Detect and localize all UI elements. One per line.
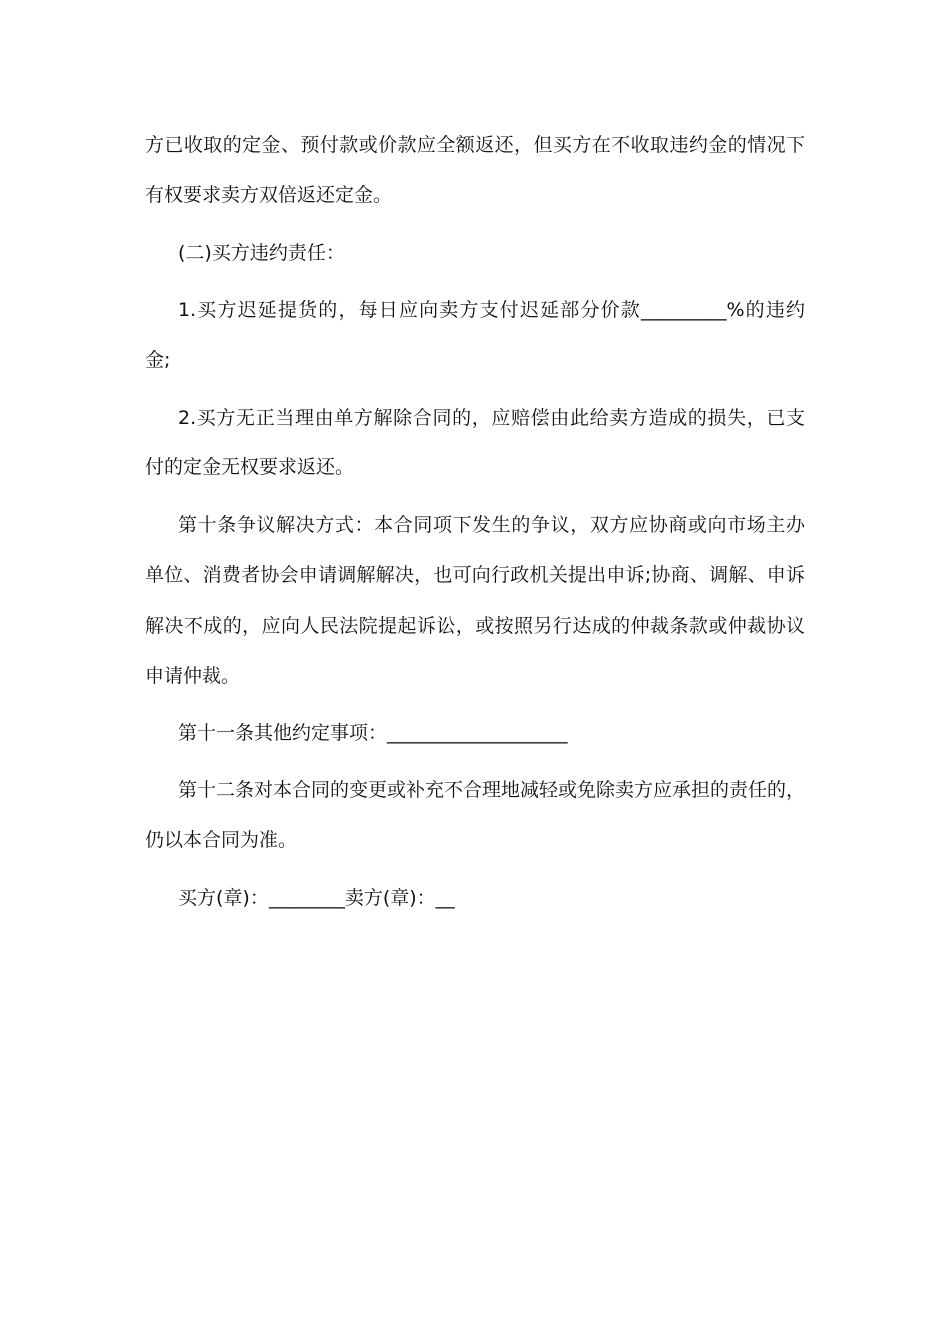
paragraph-line: 第十条争议解决方式：本合同项下发生的争议，双方应协商或向市场主办	[178, 514, 805, 536]
section-heading: (二)买方违约责任：	[178, 242, 345, 264]
signature-line: 买方(章)：________卖方(章)：__	[178, 887, 455, 909]
paragraph-line: 第十二条对本合同的变更或补充不合理地减轻或免除卖方应承担的责任的，	[178, 779, 806, 801]
paragraph-line: 单位、消费者协会申请调解解决，也可向行政机关提出申诉;协商、调解、申诉	[145, 564, 805, 586]
paragraph-line: 仍以本合同为准。	[145, 829, 298, 851]
paragraph-line: 2.买方无正当理由单方解除合同的，应赔偿由此给卖方造成的损失，已支	[178, 407, 805, 429]
paragraph-line: 付的定金无权要求返还。	[145, 456, 355, 478]
paragraph-line: 第十一条其他约定事项：___________________	[178, 722, 568, 744]
paragraph-line: 解决不成的，应向人民法院提起诉讼，或按照另行达成的仲裁条款或仲裁协议	[145, 615, 805, 637]
paragraph-line: 申请仲裁。	[145, 665, 241, 687]
paragraph-line: 有权要求卖方双倍返还定金。	[145, 184, 393, 206]
paragraph-line: 方已收取的定金、预付款或价款应全额返还，但买方在不收取违约金的情况下	[145, 134, 805, 156]
paragraph-line: 金;	[145, 349, 171, 371]
paragraph-line: 1.买方迟延提货的，每日应向卖方支付迟延部分价款_________%的违约	[178, 299, 805, 321]
